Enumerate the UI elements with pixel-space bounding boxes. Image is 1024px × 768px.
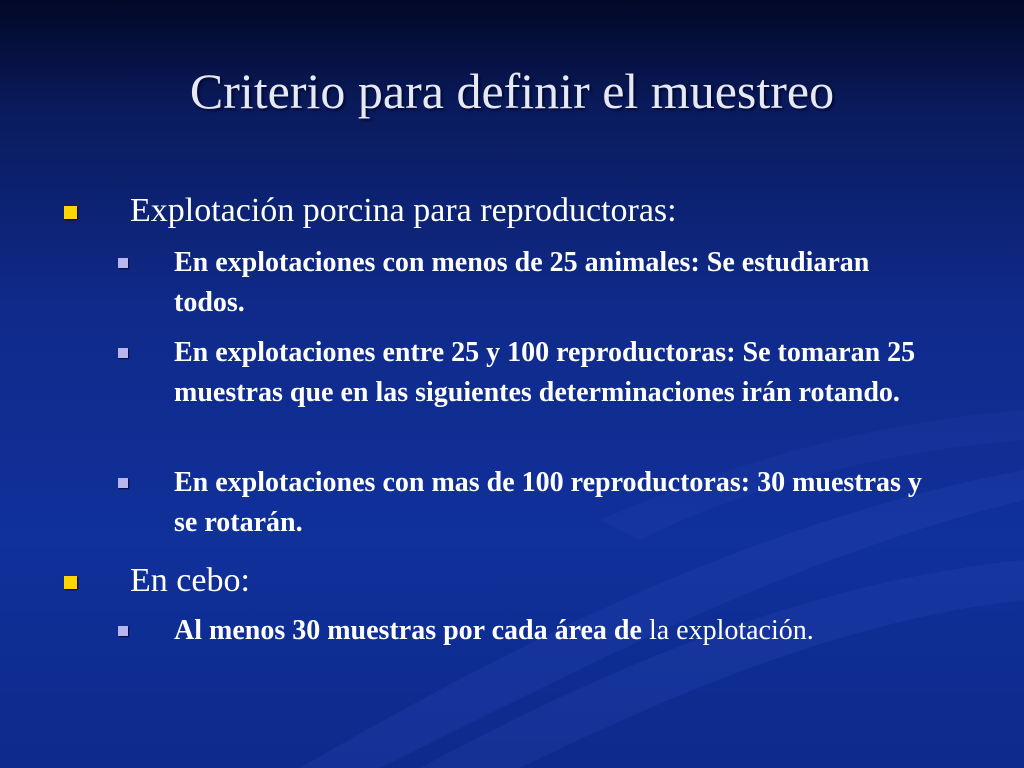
list-item: En explotaciones con menos de 25 animales: Se estudiaran todos. <box>174 247 870 318</box>
slide-title: Criterio para definir el muestreo <box>189 63 835 119</box>
bullet-square-icon <box>118 626 128 636</box>
bullet-square-icon <box>64 206 77 219</box>
list-item: En explotaciones entre 25 y 100 reproductoras: Se tomaran 25 muestras que en las siguientes determinaciones irán rotando. <box>174 337 916 408</box>
bullet-square-icon <box>64 576 77 589</box>
bullet-square-icon <box>118 258 128 268</box>
list-item-plain-text: la explotación. <box>648 615 814 646</box>
bullet-square-icon <box>118 348 128 358</box>
section-heading: En cebo: <box>130 562 250 599</box>
list-item <box>174 611 934 651</box>
bullet-square-icon <box>118 478 128 488</box>
section-heading: Explotación porcina para reproductoras: <box>130 192 677 229</box>
list-item-bold-text: Al menos 30 muestras por cada área de <box>174 615 642 646</box>
list-item: En explotaciones con mas de 100 reproductoras: 30 muestras y se rotarán. <box>174 467 922 538</box>
